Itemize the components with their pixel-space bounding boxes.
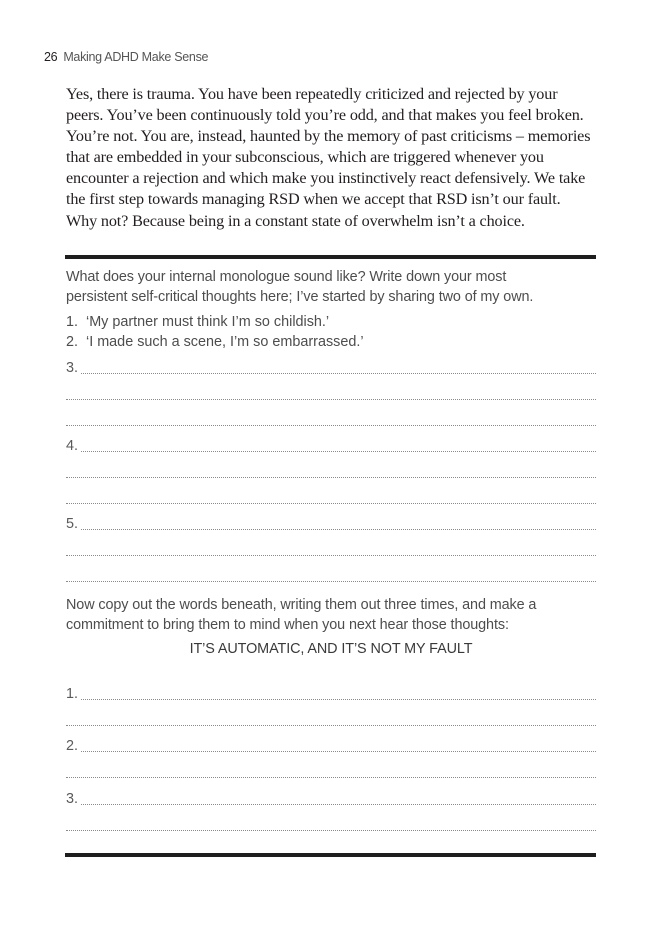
page-number: 26: [44, 50, 58, 64]
copy-line[interactable]: [66, 815, 596, 833]
example-thoughts-list: [66, 312, 364, 352]
dotted-line: [81, 804, 596, 805]
dotted-line: [66, 725, 596, 726]
dotted-line: [66, 581, 596, 582]
section-divider-top: [65, 255, 596, 259]
running-title: Making ADHD Make Sense: [63, 50, 209, 64]
dotted-line: [81, 451, 596, 452]
copy-line[interactable]: [66, 762, 596, 780]
exercise1-prompt: [66, 268, 606, 307]
write-line[interactable]: [66, 566, 596, 584]
line-number: 3.: [66, 360, 79, 376]
write-line[interactable]: [66, 410, 596, 428]
line-number: 5.: [66, 516, 79, 532]
line-number: 1.: [66, 686, 79, 702]
body-line: You’re not. You are, instead, haunted by the memory of past criticisms – memories: [66, 127, 591, 146]
dotted-line: [81, 529, 596, 530]
line-number: 3.: [66, 791, 79, 807]
exercise2-prompt: [66, 596, 606, 635]
example-number: 1.: [66, 314, 79, 330]
example-number: 2.: [66, 334, 79, 350]
example-text: ‘My partner must think I’m so childish.’: [86, 314, 330, 330]
write-line-4[interactable]: [66, 436, 596, 454]
dotted-line: [81, 751, 596, 752]
dotted-line: [66, 503, 596, 504]
section-divider-bottom: [65, 853, 596, 857]
body-line: peers. You’ve been continuously told you’re odd, and that makes you feel broken.: [66, 106, 584, 125]
example-thought: [66, 332, 364, 352]
dotted-line: [66, 777, 596, 778]
dotted-line: [81, 699, 596, 700]
write-line[interactable]: [66, 384, 596, 402]
prompt-line: Now copy out the words beneath, writing them out three times, and make a: [66, 597, 537, 613]
write-line[interactable]: [66, 488, 596, 506]
copy-line-1[interactable]: [66, 684, 596, 702]
copy-line-2[interactable]: [66, 736, 596, 754]
dotted-line: [66, 425, 596, 426]
dotted-line: [66, 399, 596, 400]
body-line: that are embedded in your subconscious, which are triggered whenever you: [66, 148, 544, 167]
line-number: 2.: [66, 738, 79, 754]
dotted-line: [81, 373, 596, 374]
prompt-line: commitment to bring them to mind when you next hear those thoughts:: [66, 616, 509, 633]
write-line[interactable]: [66, 540, 596, 558]
example-thought: [66, 312, 364, 332]
example-text: ‘I made such a scene, I’m so embarrassed.’: [86, 334, 364, 350]
copy-line[interactable]: [66, 710, 596, 728]
write-line[interactable]: [66, 462, 596, 480]
dotted-line: [66, 830, 596, 831]
mantra-text: IT’S AUTOMATIC, AND IT’S NOT MY FAULT: [189, 641, 473, 657]
copy-line-3[interactable]: [66, 789, 596, 807]
body-line: Yes, there is trauma. You have been repeatedly criticized and rejected by your: [66, 85, 558, 103]
running-header: [44, 50, 208, 66]
write-line-5[interactable]: [66, 514, 596, 532]
write-line-3[interactable]: [66, 358, 596, 376]
prompt-line: persistent self-critical thoughts here; I’ve started by sharing two of my own.: [66, 288, 534, 305]
body-line: the first step towards managing RSD when we accept that RSD isn’t our fault.: [66, 190, 561, 209]
dotted-line: [66, 477, 596, 478]
body-line: Why not? Because being in a constant state of overwhelm isn’t a choice.: [66, 211, 525, 230]
prompt-line: What does your internal monologue sound like? Write down your most: [66, 269, 507, 285]
line-number: 4.: [66, 438, 79, 454]
body-line: encounter a rejection and which make you instinctively react defensively. We take: [66, 169, 586, 188]
dotted-line: [66, 555, 596, 556]
body-paragraph: [66, 84, 606, 232]
